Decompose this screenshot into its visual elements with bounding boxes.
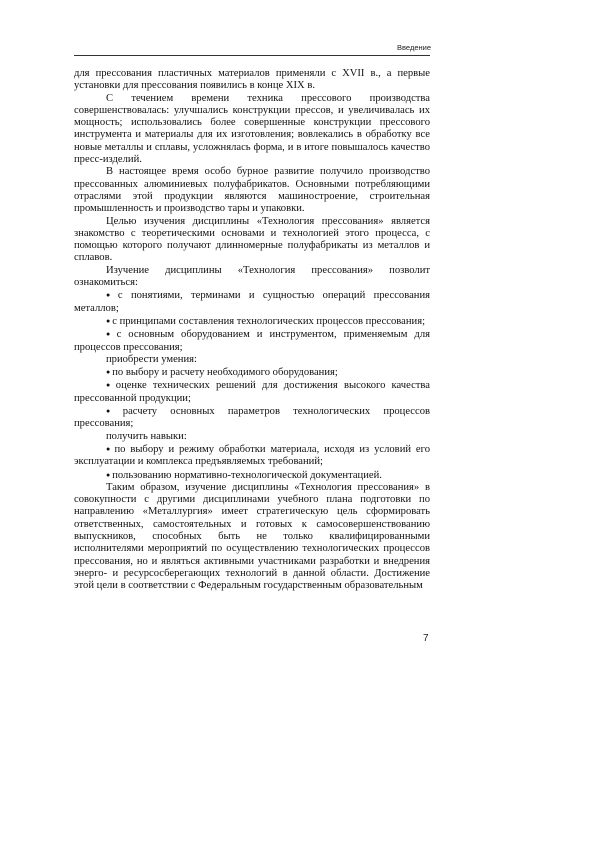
bullet-text: расчету основных параметров технологических процессов прессования; (74, 406, 431, 430)
bullet-dot-icon: ● (106, 407, 121, 416)
body-text (74, 68, 430, 592)
bullet-text: оценке технических решений для достижения высокого качества прессованной продукции; (74, 380, 430, 404)
bullet-dot-icon: ● (106, 381, 114, 390)
bullet-item (74, 405, 430, 431)
paragraph: В настоящее время особо бурное развитие получило производство прессованных алюминиевых полуфабрикатов. Основными потребляющими отраслями этой продукции являются машиностроение, строительная промышленность и производство тары и упаковки. (74, 166, 430, 215)
bullet-dot-icon: ● (106, 291, 116, 300)
bullet-dot-icon: ● (106, 316, 111, 325)
bullet-item (74, 328, 430, 354)
bullet-text: с основным оборудованием и инструментом, применяемым для процессов прессования; (74, 329, 430, 353)
bullet-dot-icon: ● (106, 470, 111, 479)
paragraph: Целью изучения дисциплины «Технология прессования» является знакомство с теоретическими основами и технологией этого процесса, с помощью которого получают длинномерные полуфабрикаты из металлов и сплавов. (74, 215, 430, 264)
header-rule (74, 55, 430, 56)
paragraph: Таким образом, изучение дисциплины «Технология прессования» в совокупности с другими дисциплинами учебного плана подготовки по направлению «Металлургия» имеет стратегическую цель сформировать ответственных, самостоятельных и готовых к самосовершенствованию выпускников, способных быть не только квалифицированными исполнителями мероприятий по осуществлению технологических процессов прессования, но и являться активными участниками разработки и внедрения энерго- и ресурсосберегающих технологий в данной области. Достижение этой цели в соответствии с Федеральным государственным образовательным (74, 481, 430, 592)
bullet-dot-icon: ● (106, 444, 113, 453)
paragraph-continuation: для прессования пластичных материалов применяли с XVII в., а первые установки для прессования появились в конце XIX в. (74, 68, 430, 92)
page-number: 7 (423, 633, 429, 644)
paragraph: С течением времени техника прессового производства совершенствовалась: улучшались конструкции прессов, и увеличивалась их мощность; использовались более совершенные конструкции прессового инструмента и материалы для их изготовления; вовлекались в обработку все новые металлы и сплавы, усложнялась форма, и в итоге повышалось качество пресс-изделий. (74, 92, 430, 166)
running-title: Введение (397, 43, 431, 52)
bullet-dot-icon: ● (106, 330, 115, 339)
bullet-item (74, 289, 430, 315)
paragraph: приобрести умения: (106, 353, 197, 365)
bullet-item (74, 443, 430, 469)
bullet-text: пользованию нормативно-технологической документацией. (112, 469, 382, 481)
bullet-text: по выбору и режиму обработки материала, исходя из условий его эксплуатации и комплекса предъявляемых требований; (74, 443, 430, 468)
paragraph: Изучение дисциплины «Технология прессования» позволит ознакомиться: (74, 264, 430, 289)
bullet-text: с принципами составления технологических процессов прессования; (112, 315, 426, 327)
bullet-item (74, 315, 430, 328)
bullet-item (74, 366, 430, 379)
bullet-text: по выбору и расчету необходимого оборудования; (112, 367, 338, 379)
bullet-item (74, 469, 430, 482)
paragraph: получить навыки: (106, 430, 187, 442)
bullet-item (74, 379, 430, 405)
bullet-dot-icon: ● (106, 368, 111, 377)
bullet-text: с понятиями, терминами и сущностью операций прессования металлов; (74, 290, 430, 314)
